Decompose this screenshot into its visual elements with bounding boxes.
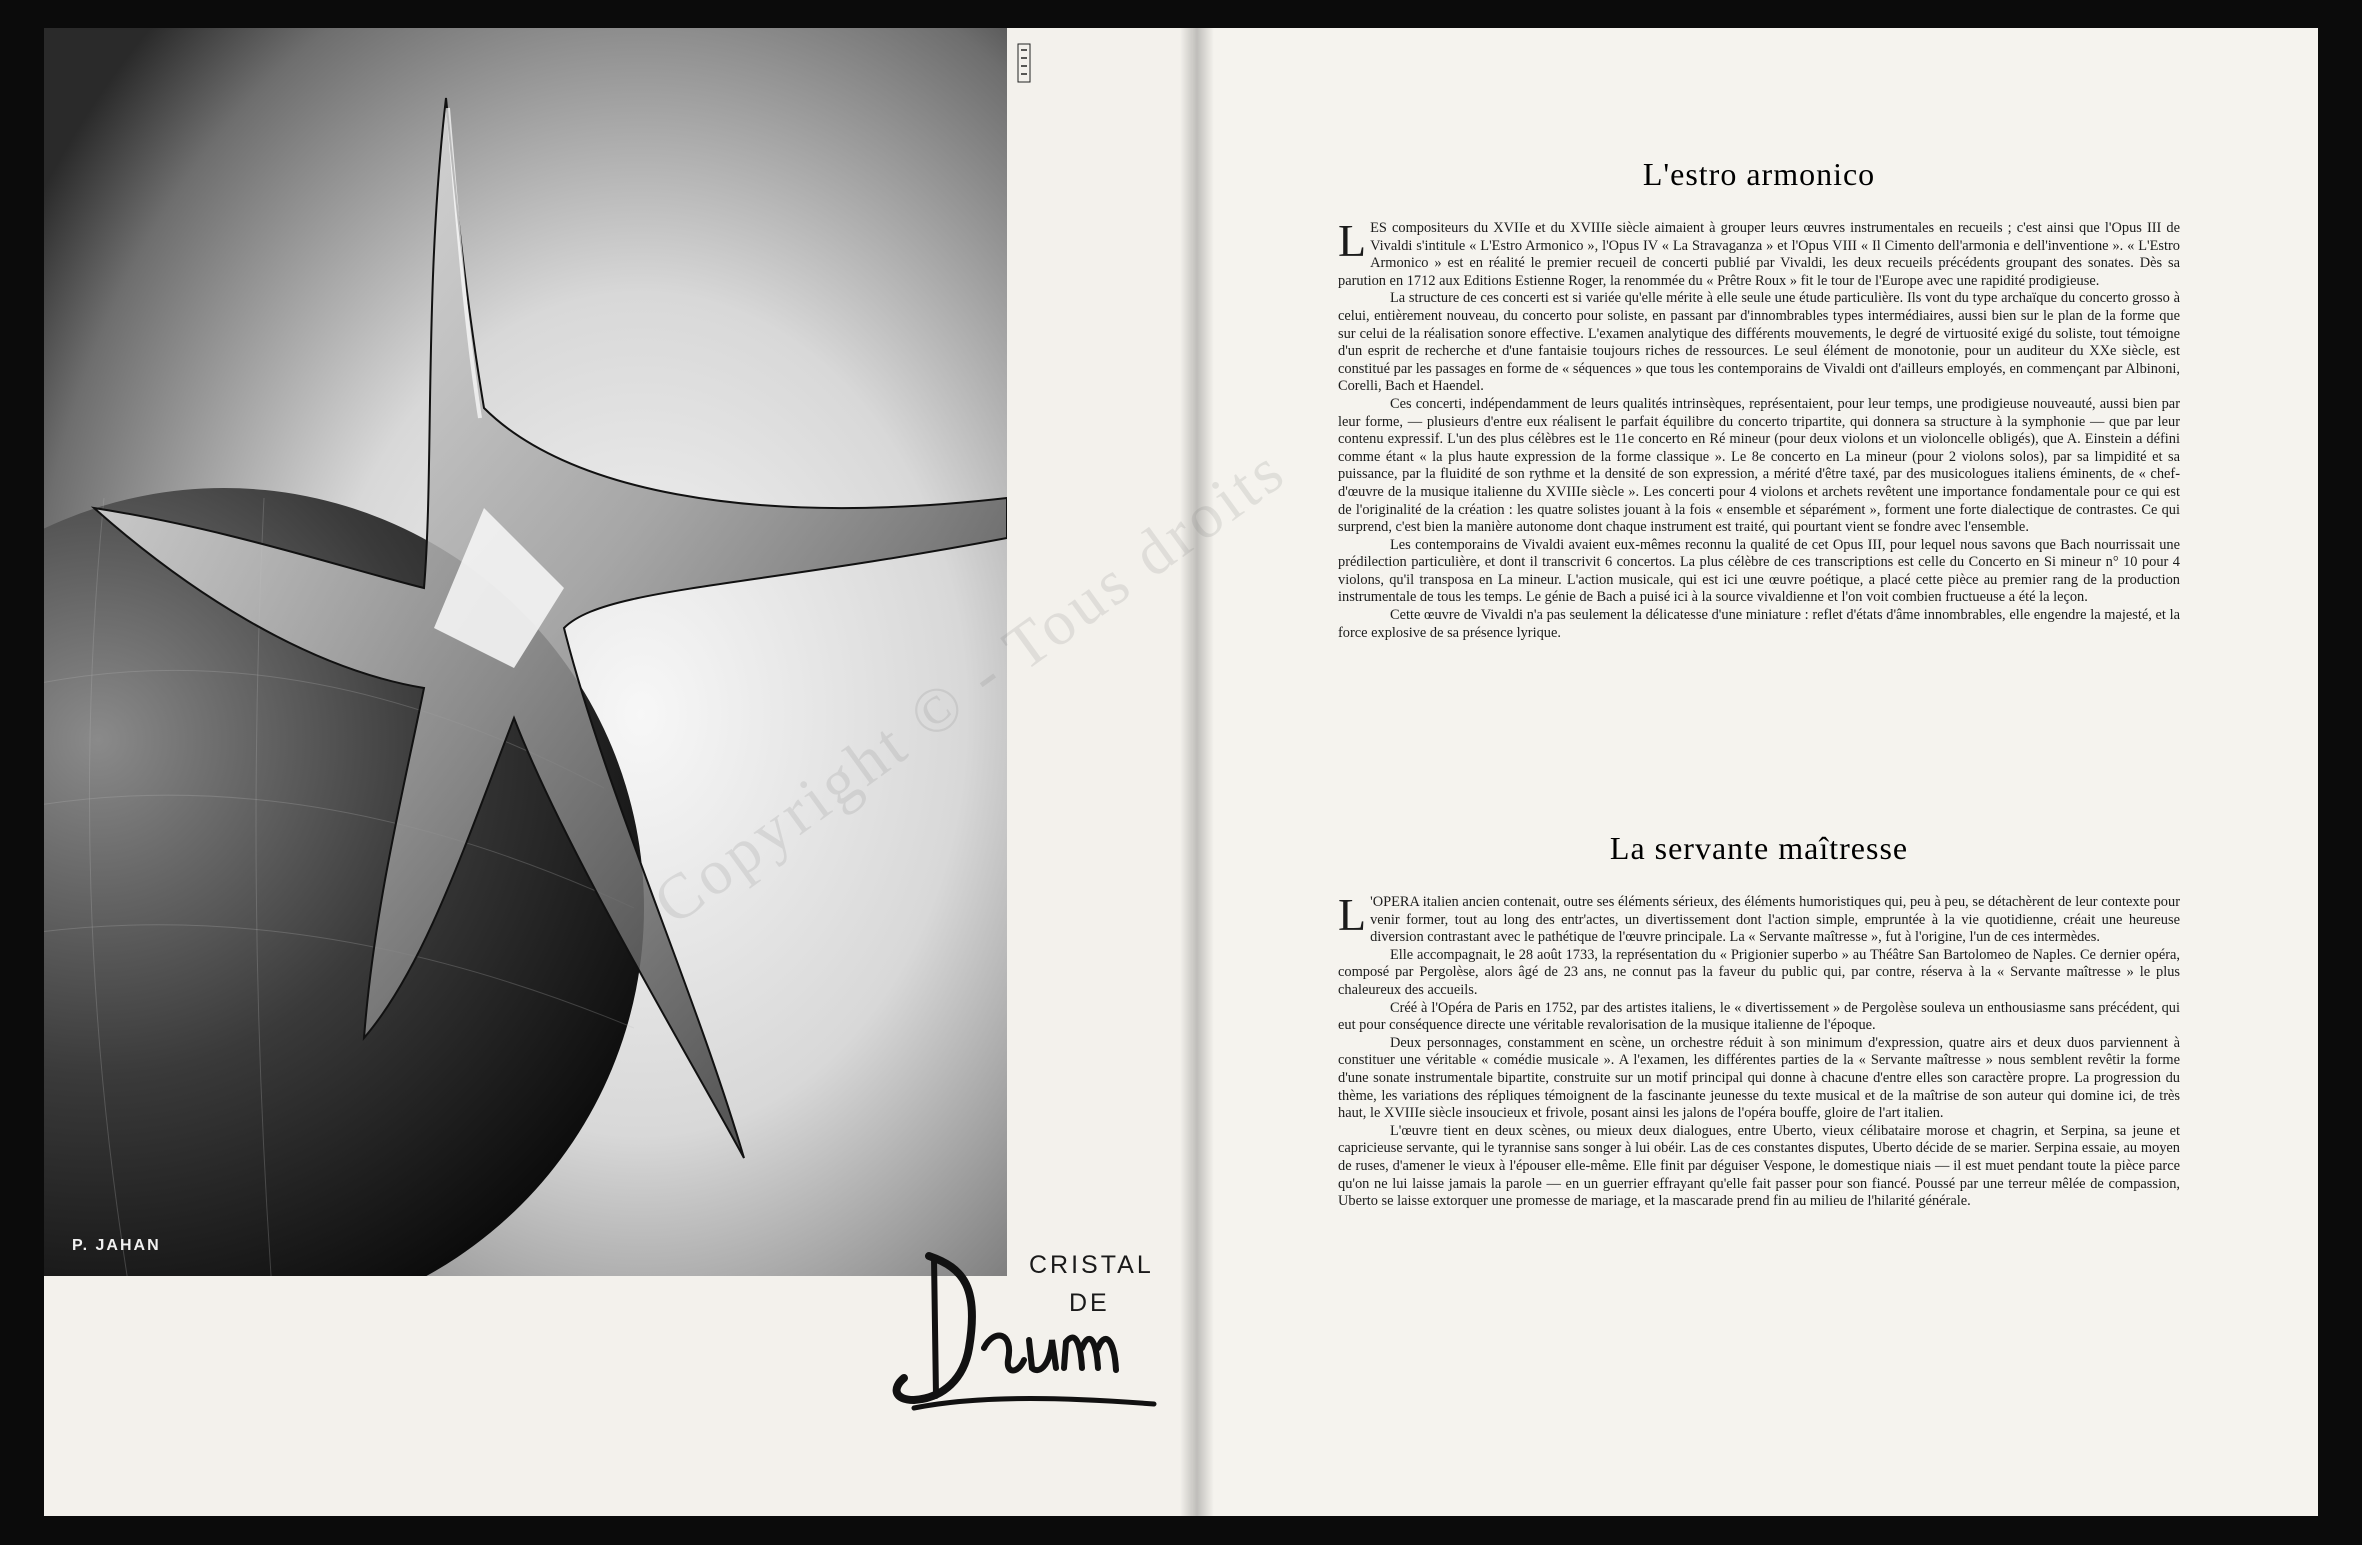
paragraph: Créé à l'Opéra de Paris en 1752, par des artistes italiens, le « divertissement » de Pergolèse souleva un enthousiasme sans précédent, qui eut pour conséquence directe une véritable revalorisation de la musique italienne de l'époque. — [1338, 999, 2180, 1034]
glass-star-image — [44, 28, 1007, 1276]
paragraph: Ces concerti, indépendamment de leurs qualités intrinsèques, représentaient, pour leur temps, une prodigieuse nouveauté, aussi bien par leur forme, — plusieurs d'entre eux réalisent le parfait équilibre du concerto tripartite, qui donnera sa structure à la symphonie — que par leur contenu expressif. L'un des plus célèbres est le 11e concerto en Ré mineur (pour deux violons et un violoncelle obligés), que A. Einstein a défini comme étant « la plus haute expression de la forme classique ». Le 8e concerto en La mineur (pour 2 violons solos), par sa limpidité et sa puissance, par la fluidité de son rythme et la densité de son expression, a mérité d'être taxé, par des musicologues italiens éminents, de « chef-d'œuvre de la musique italienne du XVIIIe siècle ». Les concerti pour 4 violons et archets revêtent une importance fondamentale pour ce qui est de l'originalité de la création : les quatre solistes jouant à la fois « ensemble et séparément », forment une forte dialectique de contrastes. Ce qui surprend, c'est bien la manière autonome dont chaque instrument est traité, qui pourtant vient se fondre avec l'ensemble. — [1338, 395, 2180, 536]
brand-line-cristal: CRISTAL — [1029, 1251, 1154, 1279]
paragraph: Deux personnages, constamment en scène, un orchestre réduit à son minimum d'expression, quatre airs et deux duos parviennent à constituer une véritable « comédie musicale ». A l'examen, les différentes parties de la « Servante maîtresse » nous semblent revêtir la forme d'une sonate instrumentale bipartite, construite sur un motif principal qui donne à chacune d'entre elles son caractère propre. La progression du thème, les variations des répliques témoignent de la fascinante jeunesse du texte musical et de la maîtrise de son auteur qui domine ici, de très haut, le XVIIIe siècle insoucieux et frivole, posant ainsi les jalons de l'opéra bouffe, gloire de l'art italien. — [1338, 1034, 2180, 1122]
brand-line-de: DE — [1069, 1289, 1110, 1317]
right-page — [1192, 28, 2318, 1516]
paragraph: Cette œuvre de Vivaldi n'a pas seulement la délicatesse d'une miniature : reflet d'états d'âme innombrables, elle engendre la majesté, et la force explosive de sa présence lyrique. — [1338, 607, 2180, 641]
paragraph: L 'OPERA italien ancien contenait, outre ses éléments sérieux, des éléments humoristiques qui, peu à peu, se détachèrent de leur contexte pour venir former, tout au long des entr'actes, un divertissement dont l'action simple, empruntée à la vie quotidienne, créait une heureuse diversion contrastant avec le pathétique de l'œuvre principale. La « Servante maîtresse », fut à l'origine, l'un de ces intermèdes. — [1338, 889, 2180, 946]
paragraph: La structure de ces concerti est si variée qu'elle mérite à elle seule une étude particulière. Ils vont du type archaïque du concerto grosso à celui, entièrement nouveau, du concerto pour soliste, en passant par d'innombrables types intermédiaires, aussi bien sur le plan de la forme que sur celui de la réalisation sonore effective. L'examen analytique des différents mouvements, le degré de virtuosité exigé du soliste, tout témoigne d'un esprit de recherche et d'une fantaisie toujours riches de ressources. Le seul élément de monotonie, pour un auditeur du XXe siècle, est constitué par les passages en forme de « séquences » que tous les contemporains de Vivaldi ont d'ailleurs employés, en commençant par Albinoni, Corelli, Bach et Haendel. — [1338, 290, 2180, 395]
article-body-estro — [1338, 215, 2180, 642]
daum-signature-icon — [874, 1228, 1174, 1448]
article-title-estro: L'estro armonico — [1642, 156, 1876, 192]
daum-signature-logo — [874, 1228, 1174, 1448]
article-body-servante — [1338, 889, 2180, 1211]
drop-cap: L — [1338, 889, 1367, 940]
publisher-mark-icon — [1016, 40, 1032, 86]
paragraph: Les contemporains de Vivaldi avaient eux-mêmes reconnu la qualité de cet Opus III, pour lequel nous savons que Bach nourrissait une prédilection particulière, et dont il transcrivit 6 concertos. La plus célèbre de ces transcriptions est celle du Concerto en Si mineur n° 10 pour 4 violons, qu'il transposa en La mineur. L'action musicale, qui est ici une œuvre poétique, a placé cette pièce au premier rang de la production instrumentale de tous les temps. Le génie de Bach a puisé ici à la source vivaldienne et l'on voit combien fructueuse a été la leçon. — [1338, 536, 2180, 606]
article-title-servante: La servante maîtresse — [1609, 830, 1909, 866]
drop-cap: L — [1338, 215, 1367, 266]
paragraph: LES compositeurs du XVIIe et du XVIIIe siècle aimaient à grouper leurs œuvres instrumentales en recueils ; c'est ainsi que l'Opus III de Vivaldi s'intitule « L'Estro Armonico », l'Opus IV « La Stravaganza » et l'Opus VIII « Il Cimento dell'armonia e dell'inventione ». « L'Estro Armonico » est en réalité le premier recueil de concerti publié par Vivaldi, les deux recueils précédents groupant des sonates. Dès sa parution en 1712 aux Editions Estienne Roger, la renommée du « Prêtre Roux » fit le tour de l'Europe avec une rapidité prodigieuse. — [1338, 215, 2180, 289]
photo-credit: P. JAHAN — [72, 1237, 161, 1254]
paragraph: Elle accompagnait, le 28 août 1733, la représentation du « Prigionier superbo » au Théâtre San Bartolomeo de Naples. Ce dernier opéra, composé par Pergolèse, alors âgé de 23 ans, ne connut pas la faveur du public qui, par contre, réserva à la « Servante maîtresse » le plus chaleureux des accueils. — [1338, 946, 2180, 998]
left-page — [44, 28, 1194, 1516]
glass-star-photo — [44, 28, 1007, 1276]
paragraph: L'œuvre tient en deux scènes, ou mieux deux dialogues, entre Uberto, vieux célibataire morose et chagrin, et Serpina, sa jeune et capricieuse servante, qui le tyrannise sans songer à lui obéir. Las de ces constantes disputes, Uberto décide de se marier. Serpina essaie, au moyen de ruses, d'amener le vieux à l'épouser elle-même. Elle finit par déguiser Vespone, le domestique niais — il est muet pendant toute la pièce parce qu'on ne lui laisse jamais la parole — en un guerrier effrayant qu'elle fait passer pour son fiancé. Poussé par une terreur mêlée de compassion, Uberto se laisse extorquer une promesse de mariage, et la mascarade prend fin au milieu de l'hilarité générale. — [1338, 1122, 2180, 1210]
book-gutter — [1180, 28, 1214, 1516]
